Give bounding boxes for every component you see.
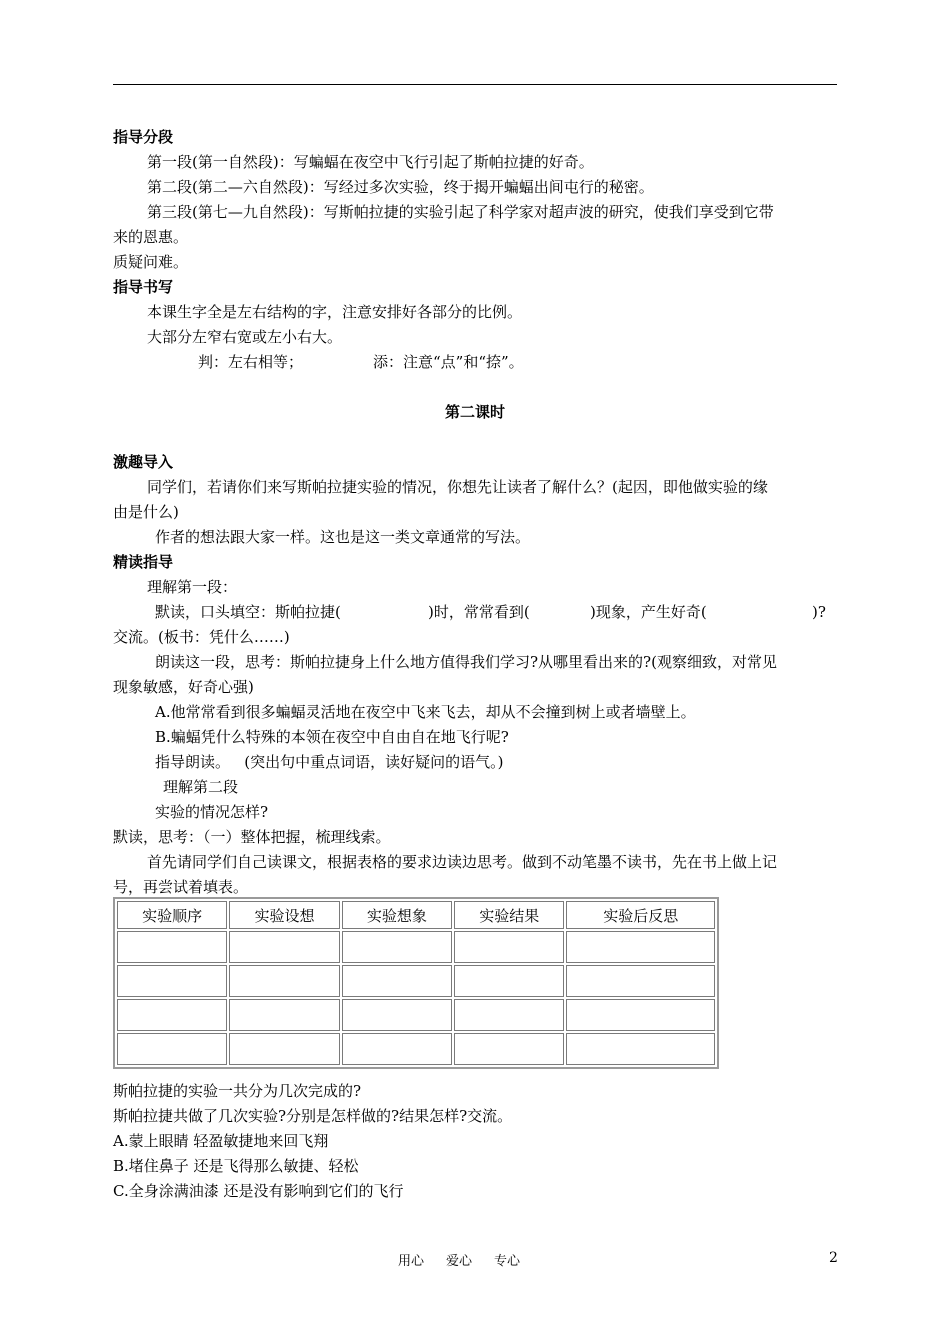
footer-text: 爱心 [446,1254,473,1269]
table-cell [454,931,564,963]
fill-blank-part: )现象，产生好奇( [590,603,707,621]
table-row [117,1033,715,1065]
paragraph-line: B.蝙蝠凭什么特殊的本领在夜空中自由自在地飞行呢? [155,728,509,746]
table-header-cell: 实验设想 [229,901,339,929]
table-cell [117,1033,227,1065]
paragraph-line: 理解第一段： [147,578,238,596]
heading-intro: 激趣导入 [113,453,174,471]
table-cell [229,931,339,963]
paragraph-line: 指导朗读。 (突出句中重点词语，读好疑问的语气。) [155,753,504,771]
header-rule [113,84,837,85]
paragraph-line: 作者的想法跟大家一样。这也是这一类文章通常的写法。 [155,528,531,546]
table-cell [566,1033,715,1065]
paragraph-line: A.他常常看到很多蝙蝠灵活地在夜空中飞来飞去，却从不会撞到树上或者墙壁上。 [155,703,696,721]
paragraph-line: 朗读这一段，思考：斯帕拉捷身上什么地方值得我们学习?从哪里看出来的?(观察细致，对常见 [155,653,777,671]
paragraph-line: 第二段(第二—六自然段)：写经过多次实验，终于揭开蝙蝠出间屯行的秘密。 [147,178,654,196]
heading-guide-writing: 指导书写 [113,278,174,296]
fill-blank-part: 默读，口头填空：斯帕拉捷( [155,603,341,621]
paragraph-line: C.全身涂满油漆 还是没有影响到它们的飞行 [113,1182,404,1200]
footer-text: 专心 [494,1254,521,1269]
paragraph-line: A.蒙上眼睛 轻盈敏捷地来回飞翔 [113,1132,329,1150]
table-cell [342,1033,452,1065]
table-row [117,965,715,997]
fill-blank-part: )? [812,603,826,621]
paragraph-line: B.堵住鼻子 还是飞得那么敏捷、轻松 [113,1157,359,1175]
paragraph-line: 号，再尝试着填表。 [113,878,249,896]
fill-blank-part: )时，常常看到( [428,603,530,621]
table-cell [454,999,564,1031]
table-cell [342,965,452,997]
table-cell [342,931,452,963]
table-row [117,931,715,963]
experiment-table [113,897,719,1069]
table-cell [566,965,715,997]
paragraph-line: 判：左右相等； [198,353,304,371]
table-cell [454,965,564,997]
table-cell [454,1033,564,1065]
paragraph-line: 本课生字全是左右结构的字，注意安排好各部分的比例。 [147,303,523,321]
table-header-cell: 实验想象 [342,901,452,929]
table-cell [229,965,339,997]
table-cell [117,931,227,963]
paragraph-line: 大部分左窄右宽或左小右大。 [147,328,343,346]
paragraph-line: 交流。(板书：凭什么……) [113,628,290,646]
paragraph-line: 由是什么) [113,503,179,521]
table-cell [566,999,715,1031]
table-cell [342,999,452,1031]
table-header-cell: 实验结果 [454,901,564,929]
paragraph-line: 添：注意“点”和“捺”。 [373,353,524,371]
table-header-row [117,901,715,929]
table-cell [117,965,227,997]
paragraph-line: 质疑问难。 [113,253,189,271]
paragraph-line: 第一段(第一自然段)：写蝙蝠在夜空中飞行引起了斯帕拉捷的好奇。 [147,153,594,171]
paragraph-line: 第三段(第七—九自然段)：写斯帕拉捷的实验引起了科学家对超声波的研究，使我们享受到它带 [147,203,774,221]
table-cell [117,999,227,1031]
paragraph-line: 理解第二段 [163,778,239,796]
table-cell [566,931,715,963]
paragraph-line: 首先请同学们自己读课文，根据表格的要求边读边思考。做到不动笔墨不读书，先在书上做上记 [147,853,778,871]
footer-text: 用心 [398,1254,425,1269]
heading-guide-paragraph: 指导分段 [113,128,174,146]
page-number: 2 [829,1250,838,1266]
table-row [117,999,715,1031]
lesson-title: 第二课时 [444,403,505,421]
paragraph-line: 斯帕拉捷共做了几次实验?分别是怎样做的?结果怎样?交流。 [113,1107,513,1125]
paragraph-line: 斯帕拉捷的实验一共分为几次完成的? [113,1082,362,1100]
table-header-cell: 实验顺序 [117,901,227,929]
heading-reading: 精读指导 [113,553,174,571]
table-header-cell: 实验后反思 [566,901,715,929]
paragraph-line: 默读，思考：（一）整体把握，梳理线索。 [113,828,391,846]
paragraph-line: 来的恩惠。 [113,228,189,246]
paragraph-line: 实验的情况怎样? [155,803,269,821]
table-cell [229,1033,339,1065]
table-cell [229,999,339,1031]
paragraph-line: 现象敏感，好奇心强) [113,678,254,696]
paragraph-line: 同学们，若请你们来写斯帕拉捷实验的情况，你想先让读者了解什么？(起因，即他做实验的缘 [147,478,768,496]
